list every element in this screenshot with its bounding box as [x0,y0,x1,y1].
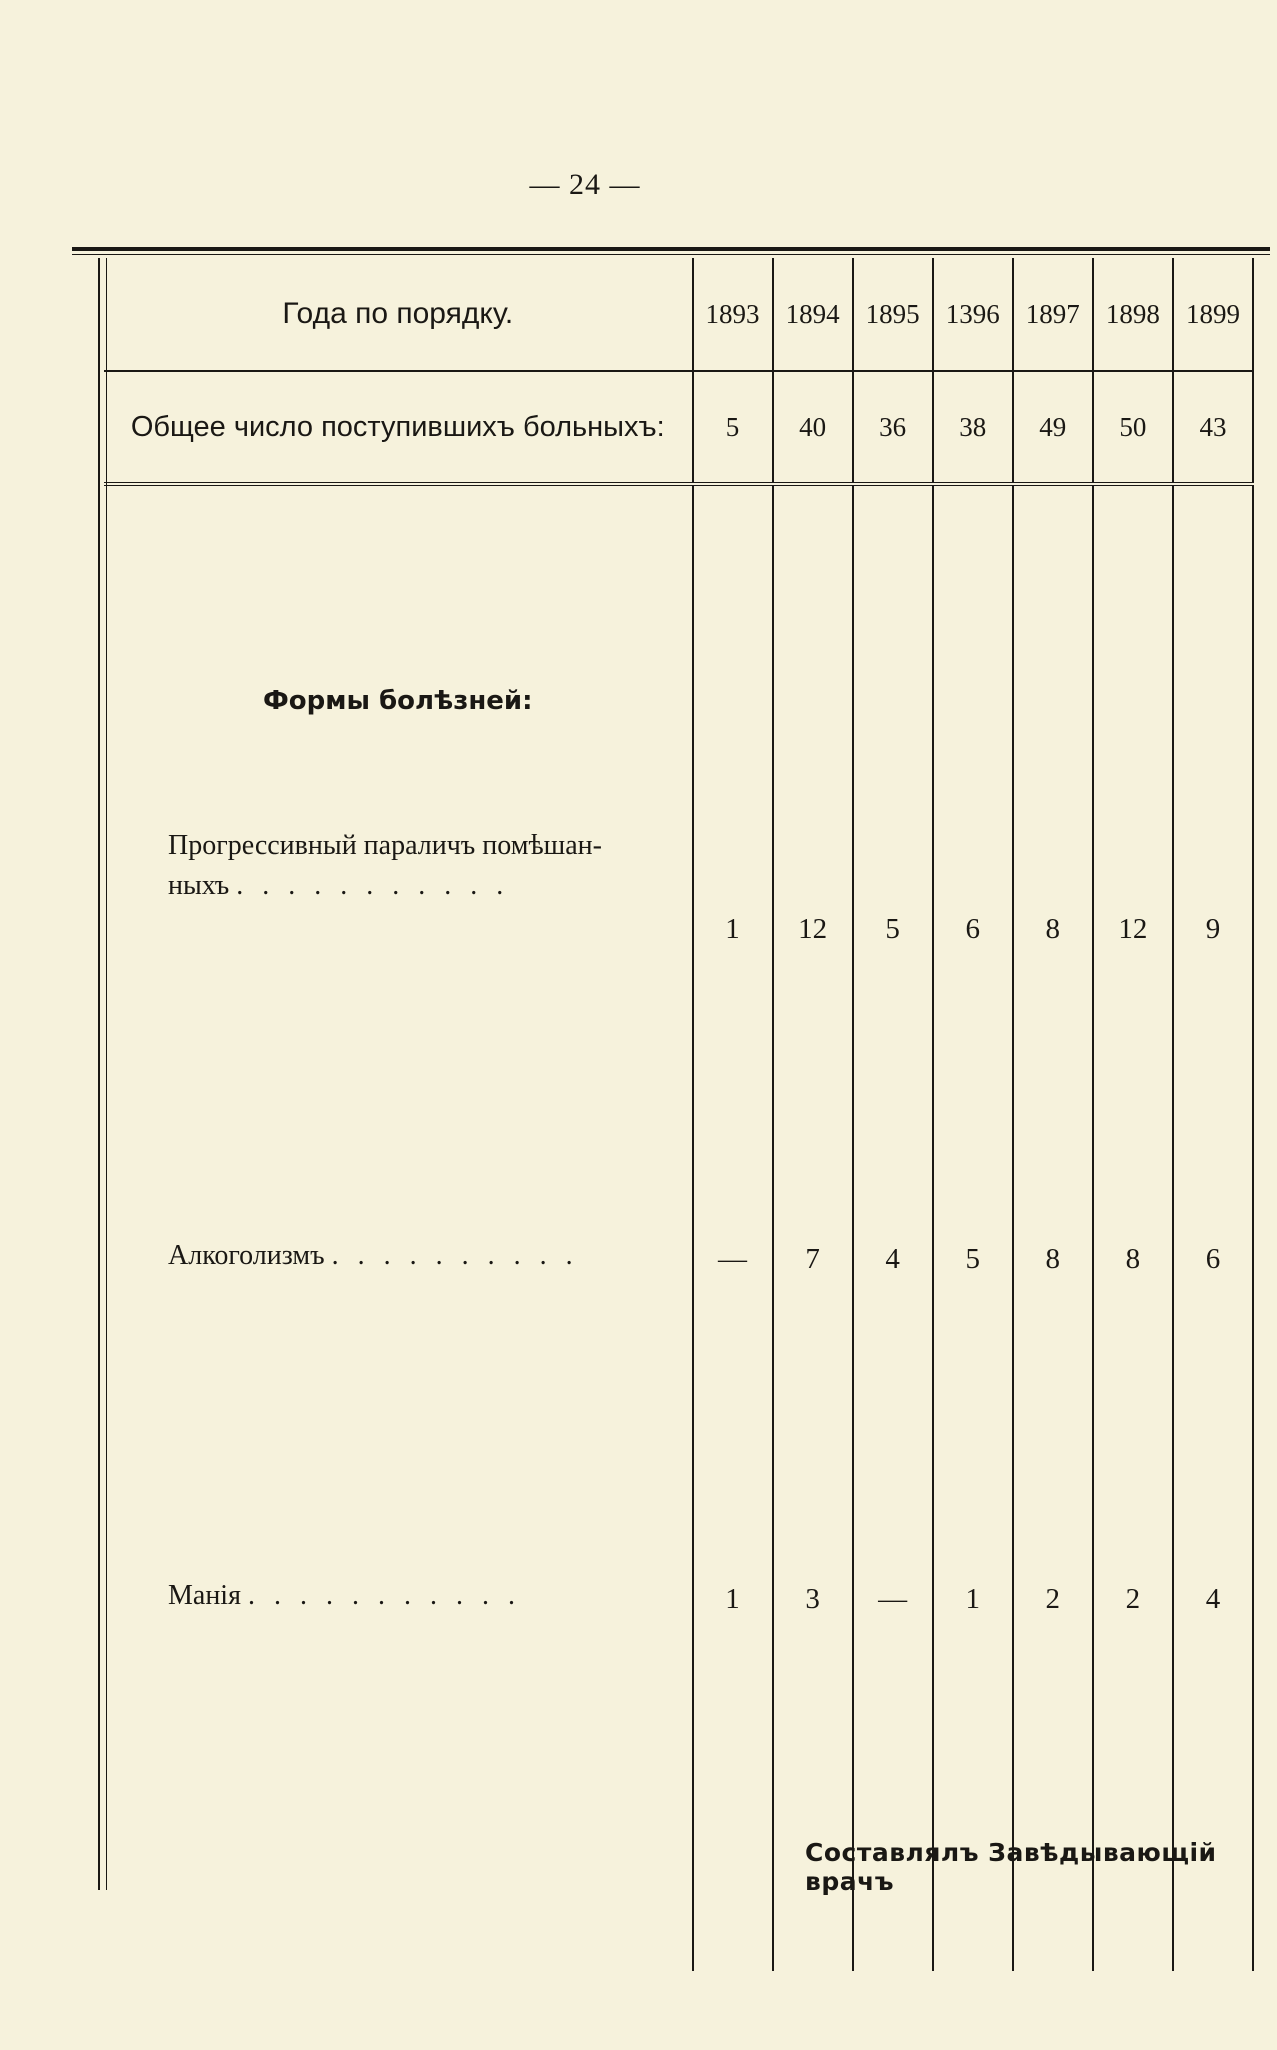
table-cell: 1 [693,776,773,956]
table-cell: 8 [1013,776,1093,956]
table-cell: 2 [1013,1286,1093,1626]
table-cell: 12 [1093,776,1173,956]
disease-label [104,1286,693,1626]
year-header: 1897 [1013,258,1093,371]
total-patients-label: Общее число поступившихъ больныхъ: [104,371,693,484]
disease-label-line1: Прогрессивный параличъ помѣшан- [168,830,602,861]
total-cell: 43 [1173,371,1253,484]
table-cell: 6 [1173,956,1253,1286]
statistics-table-container [104,258,1274,1971]
table-cell: 5 [853,776,933,956]
year-header: 1899 [1173,258,1253,371]
table-cell: 5 [933,956,1013,1286]
total-cell: 49 [1013,371,1093,484]
disease-label-line1: Алкоголизмъ [168,1240,325,1271]
dot-leader: . . . . . . . . . . . [247,1580,521,1611]
disease-label [104,776,693,956]
table-row [104,1286,1253,1626]
table-cell: 3 [773,1286,853,1626]
table-cell: 2 [1093,1286,1173,1626]
table-cell: 1 [933,1286,1013,1626]
disease-label-line2: ныхъ [168,870,230,901]
signature-stamp: Составлялъ Завѣдывающій врачъ [805,1838,1217,1896]
section-heading-row [104,484,1253,776]
table-cell: 4 [853,956,933,1286]
table-cell: 9 [1173,776,1253,956]
top-rule-thick [72,247,1270,251]
dot-leader: . . . . . . . . . . . [236,870,510,901]
year-header: 1895 [853,258,933,371]
total-cell: 5 [693,371,773,484]
top-rule-thin [72,254,1270,255]
header-label: Года по порядку. [104,258,693,371]
year-header: 1898 [1093,258,1173,371]
header-row [104,258,1253,371]
year-header: 1894 [773,258,853,371]
total-cell: 36 [853,371,933,484]
year-header: 1893 [693,258,773,371]
dot-leader: . . . . . . . . . . [331,1240,579,1271]
disease-label-line1: Манія [168,1580,241,1611]
table-cell: 7 [773,956,853,1286]
table-row [104,956,1253,1286]
table-cell: 6 [933,776,1013,956]
total-patients-row [104,371,1253,484]
table-empty-tail [104,1626,1253,1971]
table-cell: 12 [773,776,853,956]
page-number: — 24 — [529,168,641,201]
statistics-table [104,258,1254,1971]
total-cell: 50 [1093,371,1173,484]
table-cell: 8 [1013,956,1093,1286]
table-cell: 4 [1173,1286,1253,1626]
total-cell: 38 [933,371,1013,484]
section-heading: Формы болѣзней: [262,686,533,716]
table-cell: 1 [693,1286,773,1626]
disease-label [104,956,693,1286]
table-cell: — [693,956,773,1286]
table-row [104,776,1253,956]
table-cell: 8 [1093,956,1173,1286]
year-header: 1396 [933,258,1013,371]
total-cell: 40 [773,371,853,484]
table-cell: — [853,1286,933,1626]
